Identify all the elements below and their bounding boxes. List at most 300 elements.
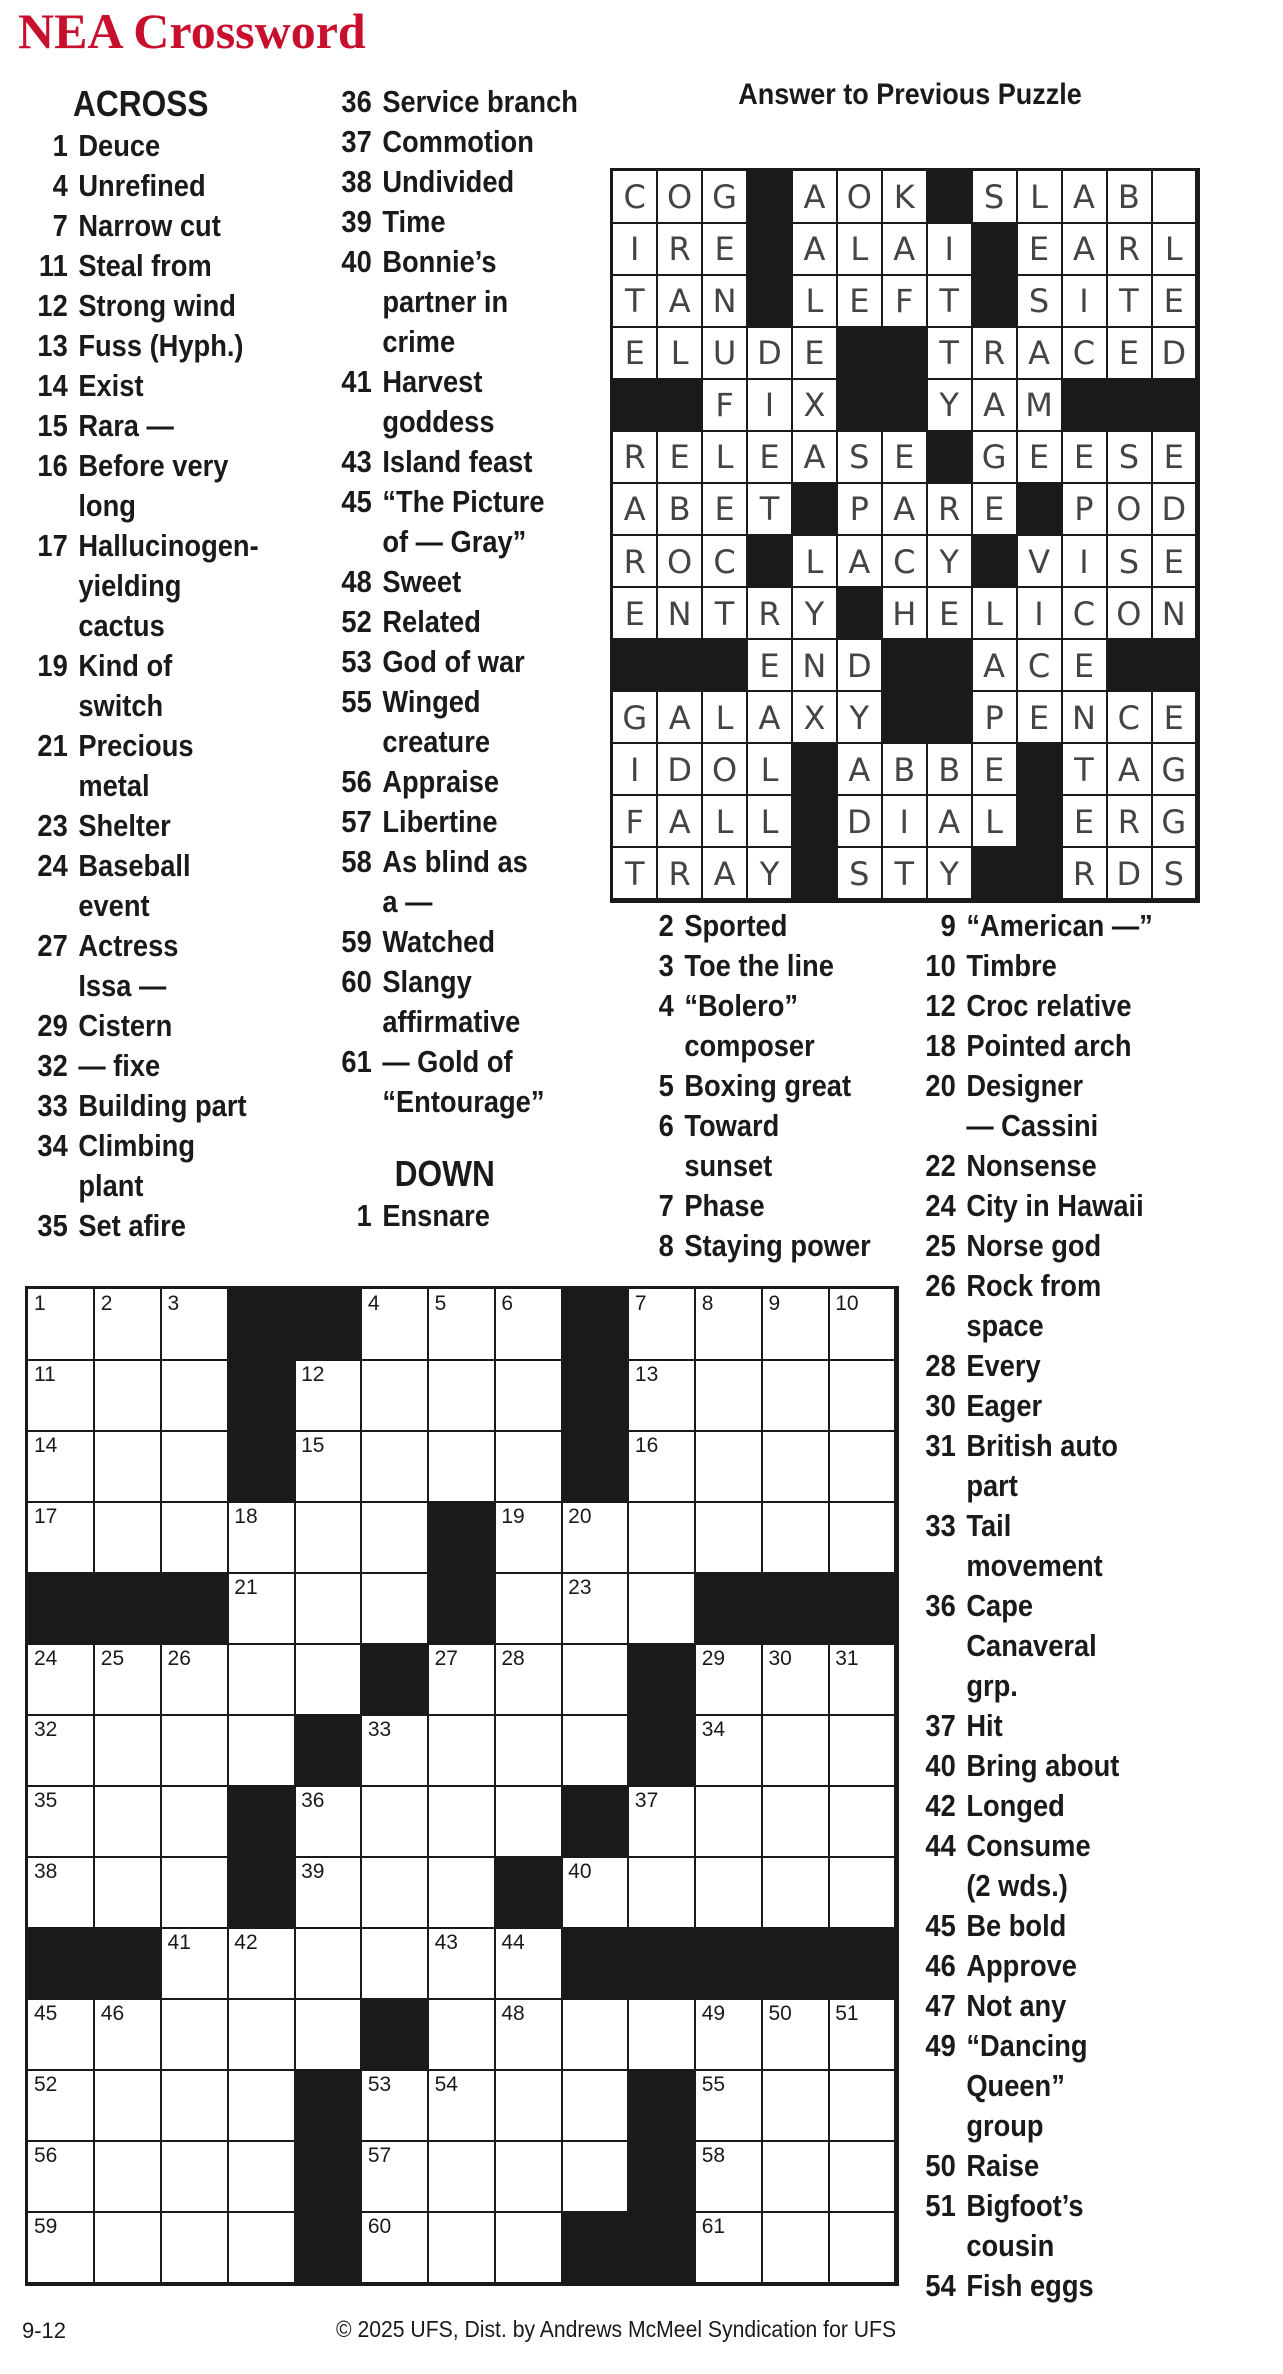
clue-number: 7 [658,1188,674,1223]
grid-cell[interactable] [562,1857,629,1929]
grid-cell[interactable] [28,2141,95,2213]
cell-number: 42 [234,1931,258,1954]
clue-text [684,986,900,1066]
answer-letter: D [838,796,883,849]
answer-letter: T [927,275,972,328]
clue-number: 54 [925,2268,956,2303]
grid-cell[interactable] [762,1502,829,1574]
grid-cell[interactable] [562,2070,629,2142]
clue-number: 28 [925,1348,956,1383]
grid-cell[interactable] [762,1644,829,1716]
grid-cell[interactable] [95,1715,162,1787]
grid-cell[interactable] [495,1289,562,1361]
grid-cell[interactable] [362,2070,429,2142]
grid-block [562,1289,629,1361]
grid-cell[interactable] [362,1928,429,2000]
grid-block [295,1715,362,1787]
clue-text-line: Toe the line [684,948,834,983]
clue-text-line: Nonsense [966,1148,1097,1183]
grid-cell[interactable] [162,1431,229,1503]
grid-cell[interactable] [295,1644,362,1716]
grid-cell[interactable] [228,2212,295,2284]
grid-cell[interactable] [696,2212,763,2284]
grid-cell[interactable] [28,1857,95,1929]
answer-letter: I [1062,275,1107,328]
grid-cell[interactable] [762,1715,829,1787]
grid-cell[interactable] [696,1502,763,1574]
clue-number: 23 [37,808,68,843]
cell-number: 45 [34,2002,58,2025]
answer-block [1062,379,1107,432]
answer-letter: C [613,171,658,224]
grid-cell[interactable] [829,2070,896,2142]
answer-letter: Y [838,692,883,745]
grid-cell[interactable] [696,2141,763,2213]
grid-cell[interactable] [28,1715,95,1787]
clue [22,1046,304,1086]
grid-cell[interactable] [228,2070,295,2142]
answer-letter: A [838,744,883,797]
grid-cell[interactable] [495,1573,562,1645]
grid-cell[interactable] [362,1715,429,1787]
grid-cell[interactable] [495,1360,562,1432]
grid-cell[interactable] [95,1289,162,1361]
grid-cell[interactable] [696,1431,763,1503]
clue-text-line: metal [78,768,150,803]
clue [22,1126,304,1206]
grid-cell[interactable] [762,1857,829,1929]
grid-cell[interactable] [562,1715,629,1787]
answer-letter: O [658,536,703,589]
cell-number: 7 [634,1292,647,1315]
clue-text [78,926,303,1006]
clue-number: 60 [341,964,372,999]
grid-cell[interactable] [162,1715,229,1787]
grid-cell[interactable] [762,1360,829,1432]
answer-letter: E [1107,327,1152,380]
grid-cell[interactable] [162,1786,229,1858]
grid-cell[interactable] [495,2070,562,2142]
grid-cell[interactable] [696,1857,763,1929]
grid-cell[interactable] [629,1857,696,1929]
grid-cell[interactable] [629,1786,696,1858]
grid-cell[interactable] [362,1786,429,1858]
grid-cell[interactable] [95,1360,162,1432]
clue-text [684,1186,900,1226]
answer-letter: S [972,171,1017,224]
grid-cell[interactable] [429,1289,496,1361]
grid-cell[interactable] [295,1928,362,2000]
clue [628,906,901,946]
clue [326,922,608,962]
grid-cell[interactable] [28,1289,95,1361]
clue [326,202,608,242]
clue [326,82,608,122]
clue-number: 49 [925,2028,956,2063]
grid-cell[interactable] [762,1786,829,1858]
answer-grid [610,168,1200,903]
answer-block [838,379,883,432]
clue-text-line: Service branch [382,84,578,119]
grid-cell[interactable] [762,2212,829,2284]
clue-text-line: Fuss (Hyph.) [78,328,244,363]
grid-cell[interactable] [162,1289,229,1361]
clue-text-line: — fixe [78,1048,161,1083]
clue-text [78,846,303,926]
clue-text-line: creature [382,724,490,759]
answer-letter: I [613,744,658,797]
grid-cell[interactable] [762,1289,829,1361]
clue-text-line: Hallucinogen- [78,528,259,563]
grid-cell[interactable] [762,1999,829,2071]
grid-cell[interactable] [495,1644,562,1716]
clue-text [78,1126,303,1206]
grid-cell[interactable] [28,1999,95,2071]
answer-letter: R [1107,223,1152,276]
answer-letter: N [793,640,838,693]
clue-number: 11 [38,248,68,283]
grid-cell[interactable] [829,2141,896,2213]
grid-cell[interactable] [429,2212,496,2284]
grid-cell[interactable] [629,1431,696,1503]
clue [22,406,304,446]
grid-cell[interactable] [762,2070,829,2142]
clue-number: 30 [925,1388,956,1423]
clue-text-line: Precious [78,728,194,763]
grid-cell[interactable] [95,2070,162,2142]
grid-cell[interactable] [295,1360,362,1432]
clue-number: 6 [658,1108,674,1143]
grid-cell[interactable] [228,1644,295,1716]
grid-cell[interactable] [28,1360,95,1432]
clue-text [78,1046,303,1086]
grid-cell[interactable] [362,2141,429,2213]
clue-text [382,642,607,682]
answer-letter: E [793,327,838,380]
grid-cell[interactable] [362,2212,429,2284]
clue [910,1426,1200,1506]
clue-text [684,1066,900,1106]
grid-cell[interactable] [495,1999,562,2071]
grid-cell[interactable] [829,1502,896,1574]
grid-cell[interactable] [28,1502,95,1574]
clue-text-line: Deuce [78,128,161,163]
clue [910,1586,1200,1706]
grid-cell[interactable] [362,1431,429,1503]
across-clue-list [22,126,304,1246]
grid-cell[interactable] [95,1502,162,1574]
cell-number: 28 [501,1647,525,1670]
answer-block [972,848,1017,901]
grid-cell[interactable] [696,1786,763,1858]
clue-text [382,1042,607,1122]
grid-cell[interactable] [829,1786,896,1858]
clue-number: 37 [925,1708,956,1743]
grid-cell[interactable] [295,1999,362,2071]
grid-cell[interactable] [629,1360,696,1432]
grid-cell[interactable] [28,1644,95,1716]
answer-letter: E [1062,640,1107,693]
grid-block [495,1857,562,1929]
clue-text-line: group [966,2108,1044,2143]
grid-cell[interactable] [562,1644,629,1716]
clue [910,1386,1200,1426]
clue-text-line: Winged [382,684,481,719]
answer-block [748,275,793,328]
answer-block [1107,379,1152,432]
grid-cell[interactable] [429,1431,496,1503]
grid-block [228,1857,295,1929]
clue-text-line: Consume [966,1828,1091,1863]
cell-number: 4 [367,1292,380,1315]
answer-letter: E [1152,431,1197,484]
clue-text [382,242,607,362]
grid-cell[interactable] [696,1644,763,1716]
clue-text-line: of — Gray” [382,524,527,559]
answer-block [613,640,658,693]
clue-text [382,962,607,1042]
grid-cell[interactable] [162,1928,229,2000]
grid-cell[interactable] [429,1928,496,2000]
answer-letter: P [1062,483,1107,536]
clue-text-line: Baseball [78,848,191,883]
clue [910,1146,1200,1186]
grid-block [228,1786,295,1858]
clue-text-line: City in Hawaii [966,1188,1144,1223]
clue-text-line: Before very [78,448,229,483]
grid-cell[interactable] [495,1502,562,1574]
grid-cell[interactable] [295,1857,362,1929]
clue-text-line: Croc relative [966,988,1132,1023]
answer-letter: Y [793,588,838,641]
answer-block [883,640,928,693]
clue-number: 4 [52,168,68,203]
grid-block [829,1573,896,1645]
grid-cell[interactable] [228,1928,295,2000]
clue-number: 35 [37,1208,68,1243]
grid-cell[interactable] [696,1289,763,1361]
answer-letter: G [613,692,658,745]
grid-cell[interactable] [696,2070,763,2142]
clue-text-line: yielding [78,568,182,603]
grid-cell[interactable] [295,1502,362,1574]
grid-cell[interactable] [762,2141,829,2213]
clue [628,946,901,986]
clue [910,2146,1200,2186]
clue-text [966,1946,1200,1986]
clue-text-line: Climbing [78,1128,196,1163]
grid-cell[interactable] [629,1999,696,2071]
clue-text-line: event [78,888,150,923]
answer-letter: T [748,483,793,536]
grid-cell[interactable] [495,1786,562,1858]
clue-number: 19 [37,648,68,683]
down-clues-column-4 [910,906,1200,2306]
grid-cell[interactable] [362,1573,429,1645]
grid-cell[interactable] [295,1573,362,1645]
clue [628,1186,901,1226]
answer-letter: N [1062,692,1107,745]
clue-number: 31 [925,1428,956,1463]
grid-cell[interactable] [95,2212,162,2284]
grid-cell[interactable] [362,1289,429,1361]
grid-cell[interactable] [429,2141,496,2213]
answer-letter: A [1017,327,1062,380]
grid-cell[interactable] [829,1289,896,1361]
clue-text [684,946,900,986]
clue-text [684,1226,900,1266]
clue-text [382,442,607,482]
grid-cell[interactable] [362,1857,429,1929]
grid-cell[interactable] [829,1360,896,1432]
grid-cell[interactable] [228,2141,295,2213]
cell-number: 5 [434,1292,447,1315]
grid-cell[interactable] [162,1502,229,1574]
answer-block [793,744,838,797]
grid-cell[interactable] [95,2141,162,2213]
grid-cell[interactable] [562,2141,629,2213]
grid-cell[interactable] [562,1573,629,1645]
grid-cell[interactable] [429,1715,496,1787]
grid-cell[interactable] [829,1644,896,1716]
clue [22,286,304,326]
answer-letter: E [613,327,658,380]
grid-cell[interactable] [429,1786,496,1858]
answer-block [1152,640,1197,693]
clue-text [966,1746,1200,1786]
grid-cell[interactable] [95,1644,162,1716]
grid-cell[interactable] [228,1573,295,1645]
answer-letter: E [703,223,748,276]
grid-cell[interactable] [28,2070,95,2142]
answer-letter: I [748,379,793,432]
grid-cell[interactable] [162,2212,229,2284]
answer-block [927,171,972,224]
clue [22,526,304,646]
clue-text-line: Libertine [382,804,498,839]
grid-cell[interactable] [28,1431,95,1503]
answer-letter: E [748,640,793,693]
clue-text-line: (2 wds.) [966,1868,1068,1903]
answer-letter: N [703,275,748,328]
grid-cell[interactable] [495,2141,562,2213]
clue-text-line: Steal from [78,248,212,283]
clue [22,1086,304,1126]
answer-block [972,275,1017,328]
answer-letter: L [748,744,793,797]
clue [910,946,1200,986]
grid-cell[interactable] [162,1857,229,1929]
clue [22,206,304,246]
clue [326,802,608,842]
grid-cell[interactable] [562,1502,629,1574]
grid-cell[interactable] [228,1999,295,2071]
grid-cell[interactable] [95,1431,162,1503]
grid-cell[interactable] [562,1999,629,2071]
clue-text-line: goddess [382,404,495,439]
clue-number: 1 [356,1198,372,1233]
grid-cell[interactable] [95,1999,162,2071]
cell-number: 43 [434,1931,458,1954]
grid-cell[interactable] [429,2070,496,2142]
grid-cell[interactable] [228,1502,295,1574]
grid-cell[interactable] [162,2141,229,2213]
grid-cell[interactable] [295,1786,362,1858]
grid-cell[interactable] [95,1857,162,1929]
answer-letter: A [883,223,928,276]
cell-number: 48 [501,2002,525,2025]
grid-cell[interactable] [362,1502,429,1574]
grid-cell[interactable] [429,1644,496,1716]
clue [22,726,304,806]
grid-cell[interactable] [829,1431,896,1503]
grid-cell[interactable] [162,1999,229,2071]
grid-block [295,2141,362,2213]
grid-block [295,2070,362,2142]
clue-text-line: Sported [684,908,788,943]
grid-cell[interactable] [495,1431,562,1503]
clue-text-line: plant [78,1168,144,1203]
grid-cell[interactable] [696,1360,763,1432]
clue-number: 26 [925,1268,956,1303]
cell-number: 25 [100,1647,125,1670]
grid-cell[interactable] [829,2212,896,2284]
grid-cell[interactable] [495,1928,562,2000]
grid-block [696,1573,763,1645]
grid-cell[interactable] [95,1786,162,1858]
grid-cell[interactable] [629,1502,696,1574]
clue-text-line: Island feast [382,444,533,479]
grid-cell[interactable] [829,1715,896,1787]
grid-cell[interactable] [829,1857,896,1929]
clue-text-line: Commotion [382,124,534,159]
grid-cell[interactable] [629,1573,696,1645]
grid-cell[interactable] [429,1857,496,1929]
answer-letter: E [883,431,928,484]
grid-cell[interactable] [162,1644,229,1716]
grid-cell[interactable] [696,1999,763,2071]
grid-cell[interactable] [362,1360,429,1432]
grid-cell[interactable] [495,1715,562,1787]
grid-cell[interactable] [762,1431,829,1503]
grid-cell[interactable] [228,1715,295,1787]
clue-number: 45 [925,1908,956,1943]
answer-letter: L [838,223,883,276]
grid-cell[interactable] [495,2212,562,2284]
clue [326,362,608,442]
grid-cell[interactable] [295,1431,362,1503]
answer-letter: O [703,744,748,797]
clue-number: 41 [341,364,372,399]
grid-cell[interactable] [696,1715,763,1787]
grid-cell[interactable] [162,1360,229,1432]
grid-cell[interactable] [429,1360,496,1432]
crossword-grid[interactable] [25,1286,899,2286]
clue-text-line: Narrow cut [78,208,221,243]
grid-cell[interactable] [28,1786,95,1858]
cell-number: 11 [34,1363,56,1386]
clue-number: 53 [341,644,372,679]
grid-cell[interactable] [629,1289,696,1361]
answer-block [793,483,838,536]
grid-cell[interactable] [162,2070,229,2142]
answer-block [658,379,703,432]
grid-cell[interactable] [429,1999,496,2071]
clue-text [966,906,1200,946]
grid-cell[interactable] [28,2212,95,2284]
grid-cell[interactable] [829,1999,896,2071]
clue-text-line: Strong wind [78,288,236,323]
